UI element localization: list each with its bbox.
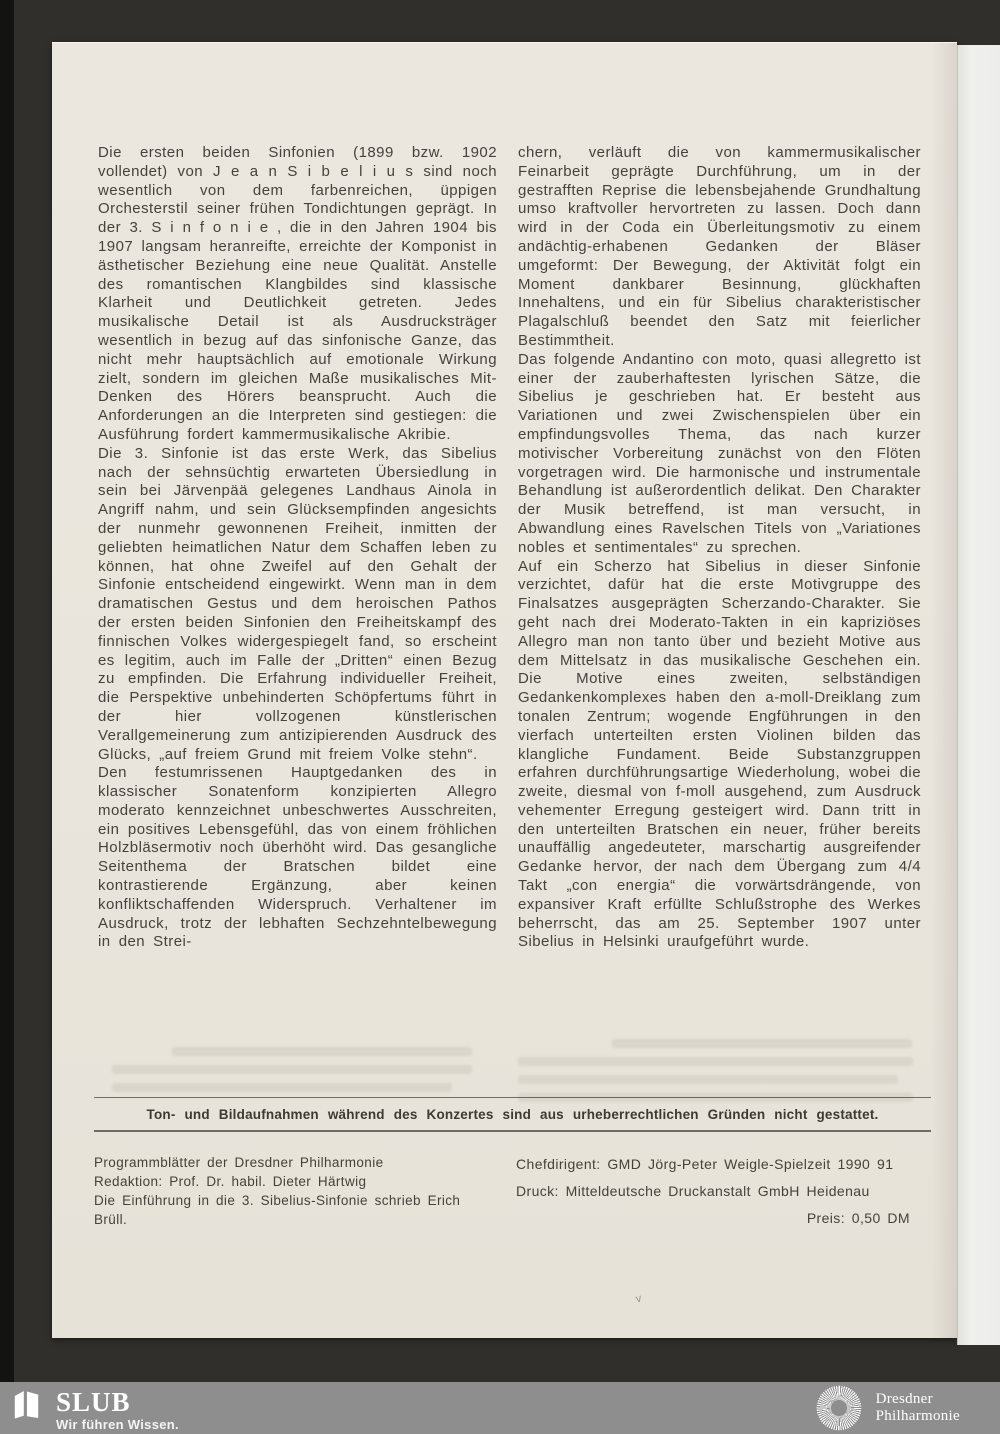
imprint-line: Preis: 0,50 DM [806, 1210, 910, 1226]
body-paragraph: Die 3. Sinfonie ist das erste Werk, das Sibelius nach der sehnsüchtig erwarteten Übersiedlung in sein bei Järvenpää gelegenes Landhaus Ainola in Angriff nahm, und sein Glücksempfinden angesichts der nunmehr gewonnenen Freiheit, inmitten der geliebten heimatlichen Natur dem Schaffen leben zu können, hat ohne Zweifel auf den Gehalt der Sinfonie entscheidend eingewirkt. Wenn man in dem dramatischen Gestus und dem heroischen Pathos der ersten beiden Sinfonien den Freiheitskampf des finnischen Volkes widergespiegelt fand, so erscheint es legitim, auch im Falle der „Dritten“ einen Bezug zu empfinden. Die Erfahrung individueller Freiheit, die Perspektive unbehinderten Schöpfertums führt in der hier vollzogenen künstlerischen Verallgemeinerung zum antizipierenden Ausdruck des Glücks, „auf freiem Grund mit freiem Volke stehn“. [98, 444, 497, 763]
philharmonie-name-line: Dresdner [875, 1390, 933, 1407]
adjacent-page-fold [957, 45, 1000, 1345]
philharmonie-starburst-icon [816, 1385, 862, 1431]
imprint-line: Druck: Mitteldeutsche Druckanstalt GmbH Heidenau [516, 1183, 870, 1199]
imprint-line: Chefdirigent: GMD Jörg-Peter Weigle-Spielzeit 1990 91 [516, 1156, 894, 1172]
bleedthrough-ghost-text [518, 1057, 913, 1066]
philharmonie-logo [816, 1385, 960, 1431]
scanned-program-page [52, 42, 957, 1338]
imprint-line: Brüll. [94, 1212, 128, 1227]
bleedthrough-ghost-text [612, 1039, 912, 1048]
body-paragraph: Den festumrissenen Hauptgedanken des in klassischer Sonatenform konzipierten Allegro moderato kennzeichnet unbeschwertes Ausschreiten, ein positives Lebensgefühl, das von einem fröhlichen Holzbläsermotiv noch überhöht wird. Das gesangliche Seitenthema der Bratschen bildet eine kontrastierende Ergänzung, aber keinen konfliktschaffenden Widerspruch. Verhaltener im Ausdruck, trotz der lebhaften Sechzehntelbewegung in den Strei- [98, 764, 497, 951]
slub-book-icon [13, 1389, 40, 1421]
imprint-publishing [516, 1151, 910, 1232]
slub-wordmark: SLUB [56, 1387, 131, 1417]
slub-logo [13, 1389, 179, 1432]
body-paragraph: Auf ein Scherzo hat Sibelius in dieser Sinfonie verzichtet, dafür hat die erste Motivgruppe des Finalsatzes ausgeprägten Scherzando-Charakter. Sie geht nach drei Moderato-Takten in ein kapriziöses Allegro man non tanto über und bezieht Motive aus dem Mittelsatz in das musikalische Geschehen ein. Die Motive eines zweiten, selbständigen Gedankenkomplexes haben den a-moll-Dreiklang zum tonalen Zentrum; wogende Engführungen in den vierfach unterteilten ersten Violinen bilden das klangliche Fundament. Beide Substanzgruppen erfahren durchführungsartige Wiederholung, wobei die zweite, diesmal von f-moll ausgehend, zum Ausdruck vehementer Erregung gesteigert wird. Dann tritt in den unterteilten Bratschen ein neuer, früher bereits unauffällig angedeuteter, marschartig ausgreifender Gedanke hervor, der nach dem Übergang zum 4/4 Takt „con energia“ die vorwärtsdrängende, von expansiver Kraft erfüllte Schlußstrophe des Werkes beherrscht, das am 25. September 1907 unter Sibelius in Helsinki uraufgeführt wurde. [518, 557, 921, 951]
text-column-right [518, 144, 921, 952]
slub-tagline: Wir führen Wissen. [56, 1417, 179, 1432]
text-column-left [98, 144, 497, 952]
scanner-edge-strip [0, 0, 14, 1434]
imprint-line: Redaktion: Prof. Dr. habil. Dieter Härtwig [94, 1174, 367, 1189]
copyright-notice: Ton- und Bildaufnahmen während des Konzertes sind aus urheberrechtlichen Gründen nicht gestattet. [94, 1097, 931, 1132]
imprint-line: Programmblätter der Dresdner Philharmonie [94, 1155, 384, 1170]
philharmonie-name-line: Philharmonie [875, 1408, 960, 1424]
body-paragraph: Das folgende Andantino con moto, quasi allegretto ist einer der zauberhaftesten lyrischen Sätze, die Sibelius je geschrieben hat. Er besteht aus Variationen und zwei Zwischenspielen über ein empfindungsvolles Thema, das nach kurzer motivischer Vorbereitung zunächst von den Flöten vorgetragen wird. Die harmonische und instrumentale Behandlung ist außerordentlich delikat. Den Charakter der Musik betreffend, ist man versucht, in Abwandlung eines Ravelschen Titels von „Variationes nobles et sentimentales“ zu sprechen. [518, 350, 921, 556]
bleedthrough-ghost-text [172, 1047, 472, 1056]
pencil-mark: v [634, 1292, 643, 1306]
library-footer-bar [0, 1382, 1000, 1434]
body-paragraph: chern, verläuft die von kammermusikalischer Feinarbeit geprägte Durchführung, um in der gestrafften Reprise die lebensbejahende Grundhaltung umso kraftvoller hervortreten zu lassen. Doch dann wird in der Coda ein Überleitungsmotiv zu einem andächtig-erhabenen Gedanken der Bläser umgeformt: Der Bewegung, der Aktivität folgt ein Moment dankbarer Besinnung, glückhaften Innehaltens, und ein für Sibelius charakteristischer Plagalschluß beendet den Satz mit feierlicher Bestimmtheit. [518, 144, 921, 349]
imprint-editorial [94, 1153, 494, 1229]
bleedthrough-ghost-text [518, 1075, 898, 1084]
body-paragraph: Die ersten beiden Sinfonien (1899 bzw. 1902 vollendet) von J e a n S i b e l i u s sind noch wesentlich von dem farbenreichen, üppigen Orchesterstil seiner frühen Tondichtungen geprägt. In der 3. S i n f o n i e , die in den Jahren 1904 bis 1907 langsam heranreifte, erreichte der Komponist in ästhetischer Beziehung eine neue Qualität. Anstelle des romantischen Klangbildes sind klassische Klarheit und Deutlichkeit getreten. Jedes musikalische Detail ist als Ausdrucksträger wesentlich in bezug auf das sinfonische Ganze, das nicht mehr hauptsächlich auf emotionale Wirkung zielt, sondern im gleichen Maße musikalisches Mit-Denken des Hörers beansprucht. Auch die Anforderungen an die Interpreten sind gestiegen: die Ausführung fordert kammermusikalische Akribie. [98, 144, 497, 443]
bleedthrough-ghost-text [112, 1083, 452, 1092]
bleedthrough-ghost-text [112, 1065, 472, 1074]
imprint-line: Die Einführung in die 3. Sibelius-Sinfonie schrieb Erich [94, 1193, 461, 1208]
